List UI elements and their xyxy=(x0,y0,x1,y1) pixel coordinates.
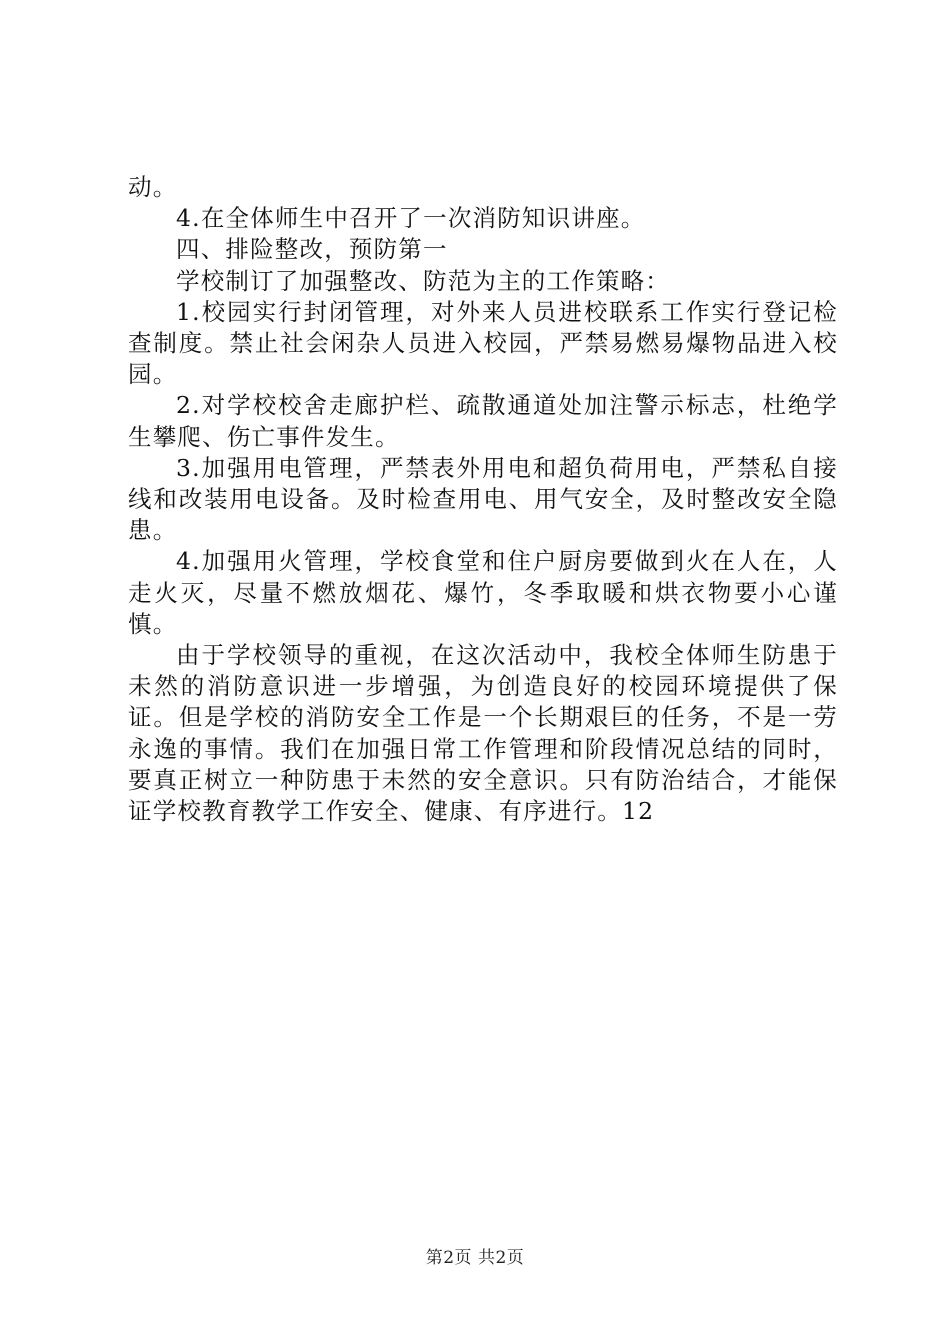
page-footer: 第2页 共2页 xyxy=(425,1248,525,1268)
paragraph-item-lecture: 4.在全体师生中召开了一次消防知识讲座。 xyxy=(176,204,646,233)
paragraph-item-fire-use: 4.加强用火管理，学校食堂和住户厨房要做到火在人在，人走火灭，尽量不燃放烟花、爆竹，冬季取暖和烘衣物要小心谨慎。 xyxy=(128,547,838,638)
paragraph-continuation: 动。 xyxy=(128,173,178,201)
paragraph-item-closed-management: 1.校园实行封闭管理，对外来人员进校联系工作实行登记检查制度。禁止社会闲杂人员进入校园，严禁易燃易爆物品进入校园。 xyxy=(128,297,838,389)
paragraph-strategy-intro: 学校制订了加强整改、防范为主的工作策略： xyxy=(176,266,670,295)
paragraph-conclusion: 由于学校领导的重视，在这次活动中，我校全体师生防患于未然的消防意识进一步增强，为创造良好的校园环境提供了保证。但是学校的消防安全工作是一个长期艰巨的任务，不是一劳永逸的事情。我们在加强日常工作管理和阶段情况总结的同时，要真正树立一种防患于未然的安全意识。只有防治结合，才能保证学校教育教学工作安全、健康、有序进行。12 xyxy=(128,641,838,826)
paragraph-item-electricity: 3.加强用电管理，严禁表外用电和超负荷用电，严禁私自接线和改装用电设备。及时检查用电、用气安全，及时整改安全隐患。 xyxy=(128,453,838,545)
section-heading-rectification: 四、排险整改，预防第一 xyxy=(176,235,448,264)
paragraph-item-warning-signs: 2.对学校校舍走廊护栏、疏散通道处加注警示标志，杜绝学生攀爬、伤亡事件发生。 xyxy=(128,391,838,451)
document-body xyxy=(128,172,838,827)
